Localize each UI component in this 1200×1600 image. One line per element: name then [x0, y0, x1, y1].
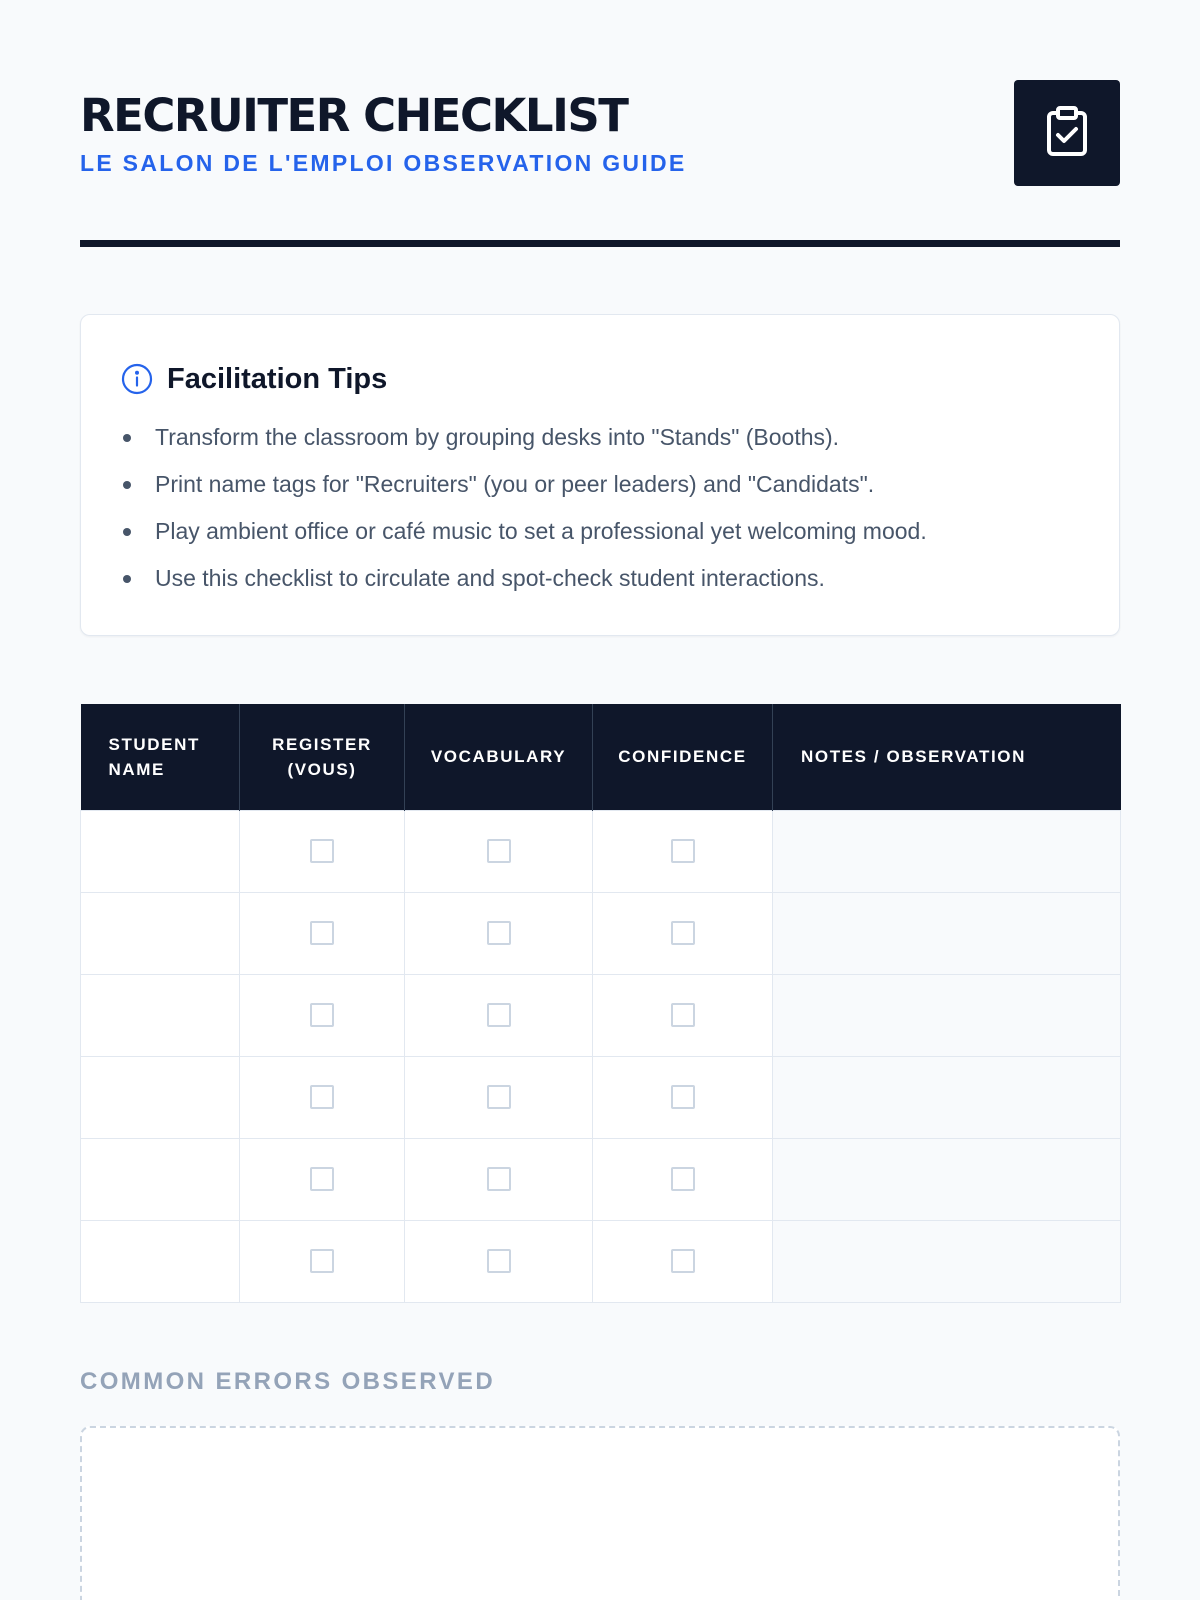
table-body [81, 810, 1121, 1302]
confidence-checkbox[interactable] [671, 1085, 695, 1109]
tip-item: Use this checklist to circulate and spot-check student interactions. [121, 558, 1079, 605]
register-checkbox[interactable] [310, 921, 334, 945]
register-cell [240, 1220, 405, 1302]
vocabulary-cell [405, 810, 593, 892]
tip-item: Play ambient office or café music to set a professional yet welcoming mood. [121, 511, 1079, 558]
student-name-cell[interactable] [81, 1138, 240, 1220]
vocabulary-cell [405, 974, 593, 1056]
table-row [81, 1138, 1121, 1220]
page-subtitle: LE SALON DE L'EMPLOI OBSERVATION GUIDE [80, 150, 687, 176]
register-cell [240, 892, 405, 974]
tip-item: Print name tags for "Recruiters" (you or peer leaders) and "Candidats". [121, 464, 1079, 511]
confidence-cell [593, 1056, 773, 1138]
common-errors-box[interactable] [80, 1426, 1120, 1600]
register-cell [240, 974, 405, 1056]
table-row [81, 892, 1121, 974]
vocabulary-checkbox[interactable] [487, 921, 511, 945]
table-row [81, 1056, 1121, 1138]
register-cell [240, 810, 405, 892]
notes-cell[interactable] [773, 892, 1121, 974]
confidence-checkbox[interactable] [671, 1167, 695, 1191]
confidence-checkbox[interactable] [671, 921, 695, 945]
vocabulary-cell [405, 1138, 593, 1220]
confidence-cell [593, 1138, 773, 1220]
table-row [81, 1220, 1121, 1302]
register-checkbox[interactable] [310, 1249, 334, 1273]
confidence-cell [593, 810, 773, 892]
clipboard-badge [1014, 80, 1120, 186]
column-header-register: REGISTER (VOUS) [240, 704, 405, 810]
confidence-checkbox[interactable] [671, 1003, 695, 1027]
confidence-checkbox[interactable] [671, 1249, 695, 1273]
column-header-confidence: CONFIDENCE [593, 704, 773, 810]
tips-heading [121, 359, 1079, 399]
confidence-cell [593, 1220, 773, 1302]
vocabulary-checkbox[interactable] [487, 839, 511, 863]
facilitation-tips-card [80, 314, 1120, 636]
notes-cell[interactable] [773, 1056, 1121, 1138]
register-checkbox[interactable] [310, 839, 334, 863]
common-errors-label: COMMON ERRORS OBSERVED [80, 1368, 496, 1395]
confidence-checkbox[interactable] [671, 839, 695, 863]
notes-cell[interactable] [773, 1138, 1121, 1220]
vocabulary-cell [405, 1056, 593, 1138]
observation-table [80, 704, 1121, 1303]
confidence-cell [593, 892, 773, 974]
table-row [81, 810, 1121, 892]
column-header-student-name: STUDENT NAME [81, 704, 240, 810]
column-header-vocabulary: VOCABULARY [405, 704, 593, 810]
confidence-cell [593, 974, 773, 1056]
student-name-cell[interactable] [81, 810, 240, 892]
tips-title: Facilitation Tips [167, 362, 388, 395]
vocabulary-cell [405, 892, 593, 974]
student-name-cell[interactable] [81, 892, 240, 974]
table-header-row [81, 704, 1121, 810]
table-row [81, 974, 1121, 1056]
page-title: RECRUITER CHECKLIST [80, 89, 628, 142]
student-name-cell[interactable] [81, 974, 240, 1056]
column-header-notes: NOTES / OBSERVATION [773, 704, 1121, 810]
info-icon [121, 363, 153, 395]
register-cell [240, 1056, 405, 1138]
register-checkbox[interactable] [310, 1003, 334, 1027]
student-name-cell[interactable] [81, 1056, 240, 1138]
vocabulary-checkbox[interactable] [487, 1085, 511, 1109]
vocabulary-checkbox[interactable] [487, 1003, 511, 1027]
register-checkbox[interactable] [310, 1167, 334, 1191]
clipboard-check-icon [1045, 105, 1089, 162]
student-name-cell[interactable] [81, 1220, 240, 1302]
vocabulary-checkbox[interactable] [487, 1167, 511, 1191]
vocabulary-checkbox[interactable] [487, 1249, 511, 1273]
register-cell [240, 1138, 405, 1220]
notes-cell[interactable] [773, 1220, 1121, 1302]
tips-list [121, 417, 1079, 605]
vocabulary-cell [405, 1220, 593, 1302]
page-header [80, 80, 1120, 247]
register-checkbox[interactable] [310, 1085, 334, 1109]
notes-cell[interactable] [773, 810, 1121, 892]
notes-cell[interactable] [773, 974, 1121, 1056]
tip-item: Transform the classroom by grouping desks into "Stands" (Booths). [121, 417, 1079, 464]
